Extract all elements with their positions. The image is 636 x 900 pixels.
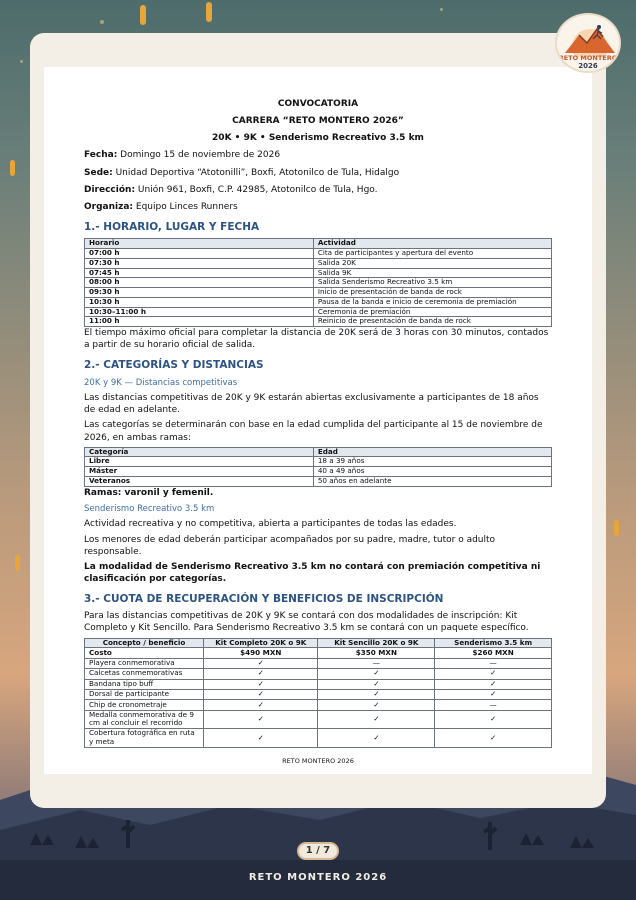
paragraph: Actividad recreativa y no competitiva, abierta a participantes de todas las edades. [84, 519, 457, 530]
table-cell: ✓ [318, 689, 435, 699]
table-cell: Cobertura fotográfica en ruta y meta [85, 729, 204, 748]
table-cell: Salida 20K [313, 258, 551, 268]
table-row [85, 729, 552, 748]
table-cell: Cita de participantes y apertura del evento [313, 248, 551, 258]
doc-header-line: CARRERA “RETO MONTERO 2026” [232, 116, 404, 127]
field-organiza [84, 201, 552, 213]
table-row [85, 288, 552, 298]
table-cell: ✓ [204, 669, 318, 679]
event-logo [555, 13, 621, 73]
subsection-title: Senderismo Recreativo 3.5 km [84, 503, 215, 514]
lantern-decoration [10, 160, 15, 176]
table-cell: Veteranos [85, 477, 314, 487]
table-row [85, 248, 552, 258]
table-cell: 40 a 49 años [313, 467, 551, 477]
table-cell: Inicio de presentación de banda de rock [313, 288, 551, 298]
table-row [85, 710, 552, 729]
table-cell: — [318, 658, 435, 668]
table-cell: Reinicio de presentación de banda de rock [313, 317, 551, 327]
table-cell: Costo [85, 648, 204, 658]
table-row [85, 658, 552, 668]
table-cell: ✓ [204, 710, 318, 729]
field-label: Sede: [84, 167, 113, 178]
table-cell: 08:00 h [85, 278, 314, 288]
table-row [85, 317, 552, 327]
table-header: Kit Sencillo 20K o 9K [318, 638, 435, 648]
paragraph: Las categorías se determinarán con base en la edad cumplida del participante al 15 de noviembre de 2026, en ambas ramas: [84, 420, 543, 443]
table-cell: 07:45 h [85, 268, 314, 278]
logo-year: 2026 [578, 62, 598, 70]
table-cell: Salida 9K [313, 268, 551, 278]
table-cell: ✓ [435, 729, 552, 748]
table-cell: ✓ [204, 729, 318, 748]
fees-table [84, 638, 552, 748]
table-cell: ✓ [318, 669, 435, 679]
table-cell: $350 MXN [318, 648, 435, 658]
table-cell: 07:30 h [85, 258, 314, 268]
table-cell: 10:30–11:00 h [85, 307, 314, 317]
paragraph: Para las distancias competitivas de 20K y 9K se contará con dos modalidades de inscripción: Kit Completo y Kit Sencillo. Para Senderismo Recreativo 3.5 km se contará con un paquete específico. [84, 611, 529, 634]
table-cell: Salida Senderismo Recreativo 3.5 km [313, 278, 551, 288]
table-cell: ✓ [318, 679, 435, 689]
table-row [85, 477, 552, 487]
table-cell: Libre [85, 457, 314, 467]
lantern-decoration [15, 555, 20, 571]
table-cell: — [435, 658, 552, 668]
table-cell: ✓ [435, 669, 552, 679]
table-row [85, 679, 552, 689]
field-value: Unidad Deportiva “Atotonilli”, Boxfi, Atotonilco de Tula, Hidalgo [112, 167, 400, 178]
table-header: Horario [85, 239, 314, 249]
table-row [85, 258, 552, 268]
lantern-decoration [140, 5, 146, 25]
table-cell: ✓ [318, 710, 435, 729]
bottom-title: RETO MONTERO 2026 [248, 872, 388, 883]
section-title: 2.- CATEGORÍAS Y DISTANCIAS [84, 359, 264, 372]
field-label: Fecha: [84, 150, 118, 161]
table-cell: $490 MXN [204, 648, 318, 658]
table-cell: — [435, 700, 552, 710]
lantern-decoration [614, 520, 619, 536]
table-cell: Playera conmemorativa [85, 658, 204, 668]
table-cell: ✓ [204, 700, 318, 710]
table-cell: 50 años en adelante [313, 477, 551, 487]
table-row [85, 297, 552, 307]
paragraph: Ramas: varonil y femenil. [84, 487, 214, 498]
table-row [85, 669, 552, 679]
table-cell: $260 MXN [435, 648, 552, 658]
table-cell: ✓ [435, 679, 552, 689]
table-cell: ✓ [435, 710, 552, 729]
paragraph: La modalidad de Senderismo Recreativo 3.5 km no contará con premiación competitiva ni clasificación por categorías. [84, 561, 541, 584]
field-sede [84, 167, 552, 179]
table-header: Actividad [313, 239, 551, 249]
table-cell: 09:30 h [85, 288, 314, 298]
paragraph: Las distancias competitivas de 20K y 9K estarán abiertas exclusivamente a participantes de 18 años de edad en adelante. [84, 393, 539, 416]
field-value: Unión 961, Boxfi, C.P. 42985, Atotonilco de Tula, Hgo. [135, 184, 378, 195]
logo-text: RETO MONTERO [558, 54, 618, 62]
table-cell: Ceremonia de premiación [313, 307, 551, 317]
subsection-title: 20K y 9K — Distancias competitivas [84, 377, 238, 388]
table-row [85, 648, 552, 658]
field-fecha [84, 149, 552, 161]
table-row [85, 689, 552, 699]
table-cell: ✓ [204, 689, 318, 699]
table-cell: Calcetas conmemorativas [85, 669, 204, 679]
schedule-table [84, 238, 552, 327]
table-header: Kit Completo 20K o 9K [204, 638, 318, 648]
field-value: Domingo 15 de noviembre de 2026 [117, 150, 281, 161]
table-cell: 07:00 h [85, 248, 314, 258]
paragraph: El tiempo máximo oficial para completar la distancia de 20K será de 3 horas con 30 minutos, contados a partir de su horario oficial de salida. [84, 328, 549, 351]
table-cell: ✓ [435, 689, 552, 699]
table-cell: 10:30 h [85, 297, 314, 307]
document-footer: RETO MONTERO 2026 [282, 756, 354, 765]
table-header: Edad [313, 447, 551, 457]
field-label: Organiza: [84, 201, 134, 212]
table-header: Senderismo 3.5 km [435, 638, 552, 648]
table-row [85, 700, 552, 710]
field-label: Dirección: [84, 184, 136, 195]
document-content [84, 98, 552, 766]
section-title: 3.- CUOTA DE RECUPERACIÓN Y BENEFICIOS DE INSCRIPCIÓN [84, 593, 444, 606]
table-cell: ✓ [318, 729, 435, 748]
table-cell: ✓ [318, 700, 435, 710]
table-cell: Bandana tipo buff [85, 679, 204, 689]
table-cell: Dorsal de participante [85, 689, 204, 699]
page-indicator: 1 / 7 [297, 842, 339, 860]
categories-table [84, 447, 552, 487]
lantern-decoration [206, 2, 212, 22]
table-cell: 11:00 h [85, 317, 314, 327]
table-cell: 18 a 39 años [313, 457, 551, 467]
table-cell: Pausa de la banda e inicio de ceremonia de premiación [313, 297, 551, 307]
paragraph: Los menores de edad deberán participar acompañados por su padre, madre, tutor o adulto responsable. [84, 534, 496, 557]
table-cell: ✓ [204, 679, 318, 689]
table-header: Concepto / beneficio [85, 638, 204, 648]
field-value: Equipo Linces Runners [133, 201, 238, 212]
doc-header-line: CONVOCATORIA [277, 99, 359, 109]
mountain-runner-icon [557, 17, 621, 57]
table-cell: Máster [85, 467, 314, 477]
table-header: Categoría [85, 447, 314, 457]
field-direccion [84, 184, 552, 196]
table-cell: Chip de cronometraje [85, 700, 204, 710]
section-title: 1.- HORARIO, LUGAR Y FECHA [84, 220, 260, 233]
table-cell: Medalla conmemorativa de 9 cm al concluir el recorrido [85, 710, 204, 729]
doc-header-line: 20K • 9K • Senderismo Recreativo 3.5 km [212, 133, 424, 144]
table-cell: ✓ [204, 658, 318, 668]
